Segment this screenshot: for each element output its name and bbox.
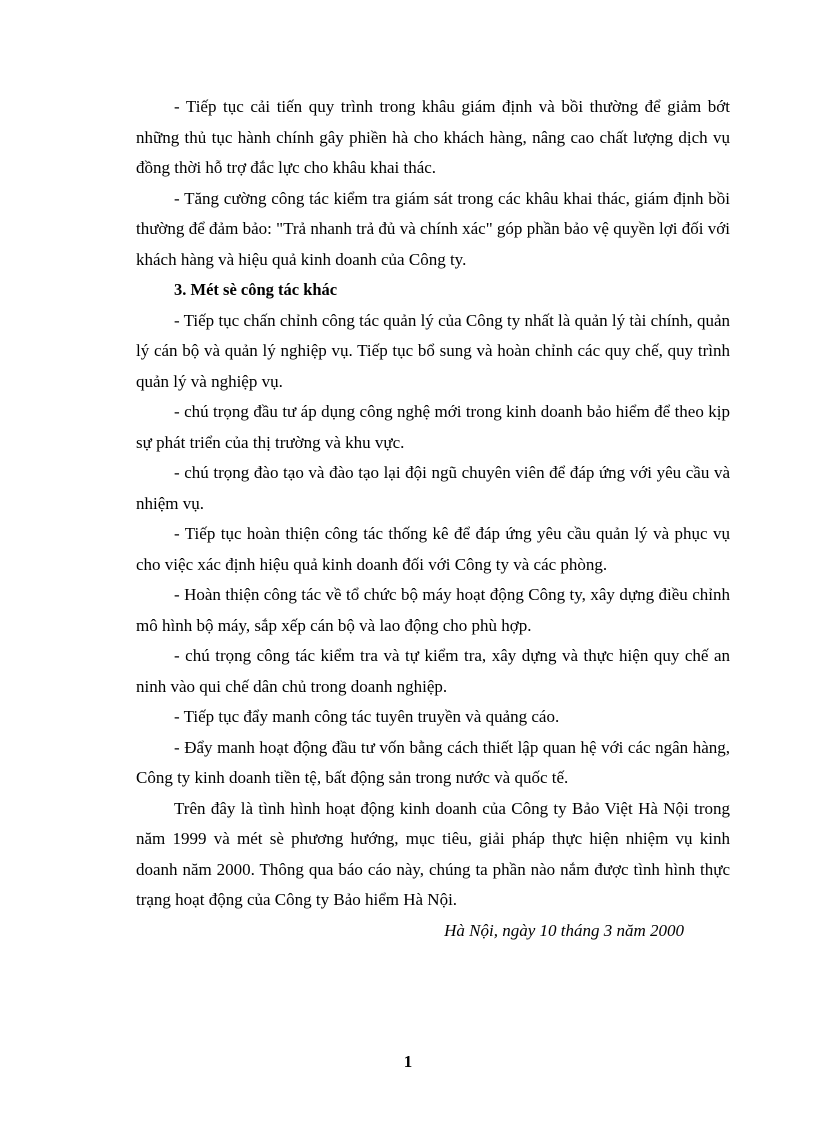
paragraph-strengthen-inspection: - Tăng cường công tác kiểm tra giám sát trong các khâu khai thác, giám định bồi thường để đảm bảo: "Trả nhanh trả đủ và chính xác" góp phần bảo vệ quyền lợi đối với khách hàng và hiệu quả kinh doanh của Công ty.	[136, 188, 730, 269]
paragraph-staff-training: - chú trọng đào tạo và đào tạo lại đội ngũ chuyên viên để đáp ứng với yêu cầu và nhiệm vụ.	[136, 463, 730, 513]
paragraph-conclusion: Trên đây là tình hình hoạt động kinh doanh của Công ty Bảo Việt Hà Nội trong năm 1999 và mét sè phương hướng, mục tiêu, giải pháp thực hiện nhiệm vụ kinh doanh năm 2000. Thông qua báo cáo này, chúng ta phần nào nắm được tình hình thực trạng hoạt động của Công ty Bảo hiểm Hà Nội.	[136, 798, 730, 909]
page-number: 1	[403, 1052, 413, 1071]
paragraph-rectify-management: - Tiếp tục chấn chỉnh công tác quản lý của Công ty nhất là quản lý tài chính, quản lý cán bộ và quản lý nghiệp vụ. Tiếp tục bổ sung và hoàn chỉnh các quy chế, quy trình quản lý và nghiệp vụ.	[136, 310, 730, 391]
document-body	[136, 92, 730, 946]
paragraph-organization: - Hoàn thiện công tác về tổ chức bộ máy hoạt động Công ty, xây dựng điều chỉnh mô hình bộ máy, sắp xếp cán bộ và lao động cho phù hợp.	[136, 585, 730, 635]
paragraph-statistics: - Tiếp tục hoàn thiện công tác thống kê để đáp ứng yêu cầu quản lý và phục vụ cho việc xác định hiệu quả kinh doanh đối với Công ty và các phòng.	[136, 524, 730, 574]
date-signature: Hà Nội, ngày 10 tháng 3 năm 2000	[444, 920, 684, 940]
paragraph-advertising: - Tiếp tục đẩy manh công tác tuyên truyền và quảng cáo.	[174, 707, 560, 726]
paragraph-capital-investment: - Đẩy manh hoạt động đầu tư vốn bằng cách thiết lập quan hệ với các ngân hàng, Công ty kinh doanh tiền tệ, bất động sản trong nước và quốc tế.	[136, 737, 730, 787]
section-heading: 3. Mét sè công tác khác	[174, 280, 338, 299]
paragraph-invest-technology: - chú trọng đầu tư áp dụng công nghệ mới trong kinh doanh bảo hiểm để theo kịp sự phát triển của thị trường và khu vực.	[136, 402, 730, 452]
paragraph-inspection-security: - chú trọng công tác kiểm tra và tự kiểm tra, xây dựng và thực hiện quy chế an ninh vào qui chế dân chủ trong doanh nghiệp.	[136, 646, 730, 696]
paragraph-improve-process: - Tiếp tục cải tiến quy trình trong khâu giám định và bồi thường để giảm bớt những thủ tục hành chính gây phiền hà cho khách hàng, nâng cao chất lượng dịch vụ đồng thời hỗ trợ đắc lực cho khâu khai thác.	[136, 97, 730, 177]
